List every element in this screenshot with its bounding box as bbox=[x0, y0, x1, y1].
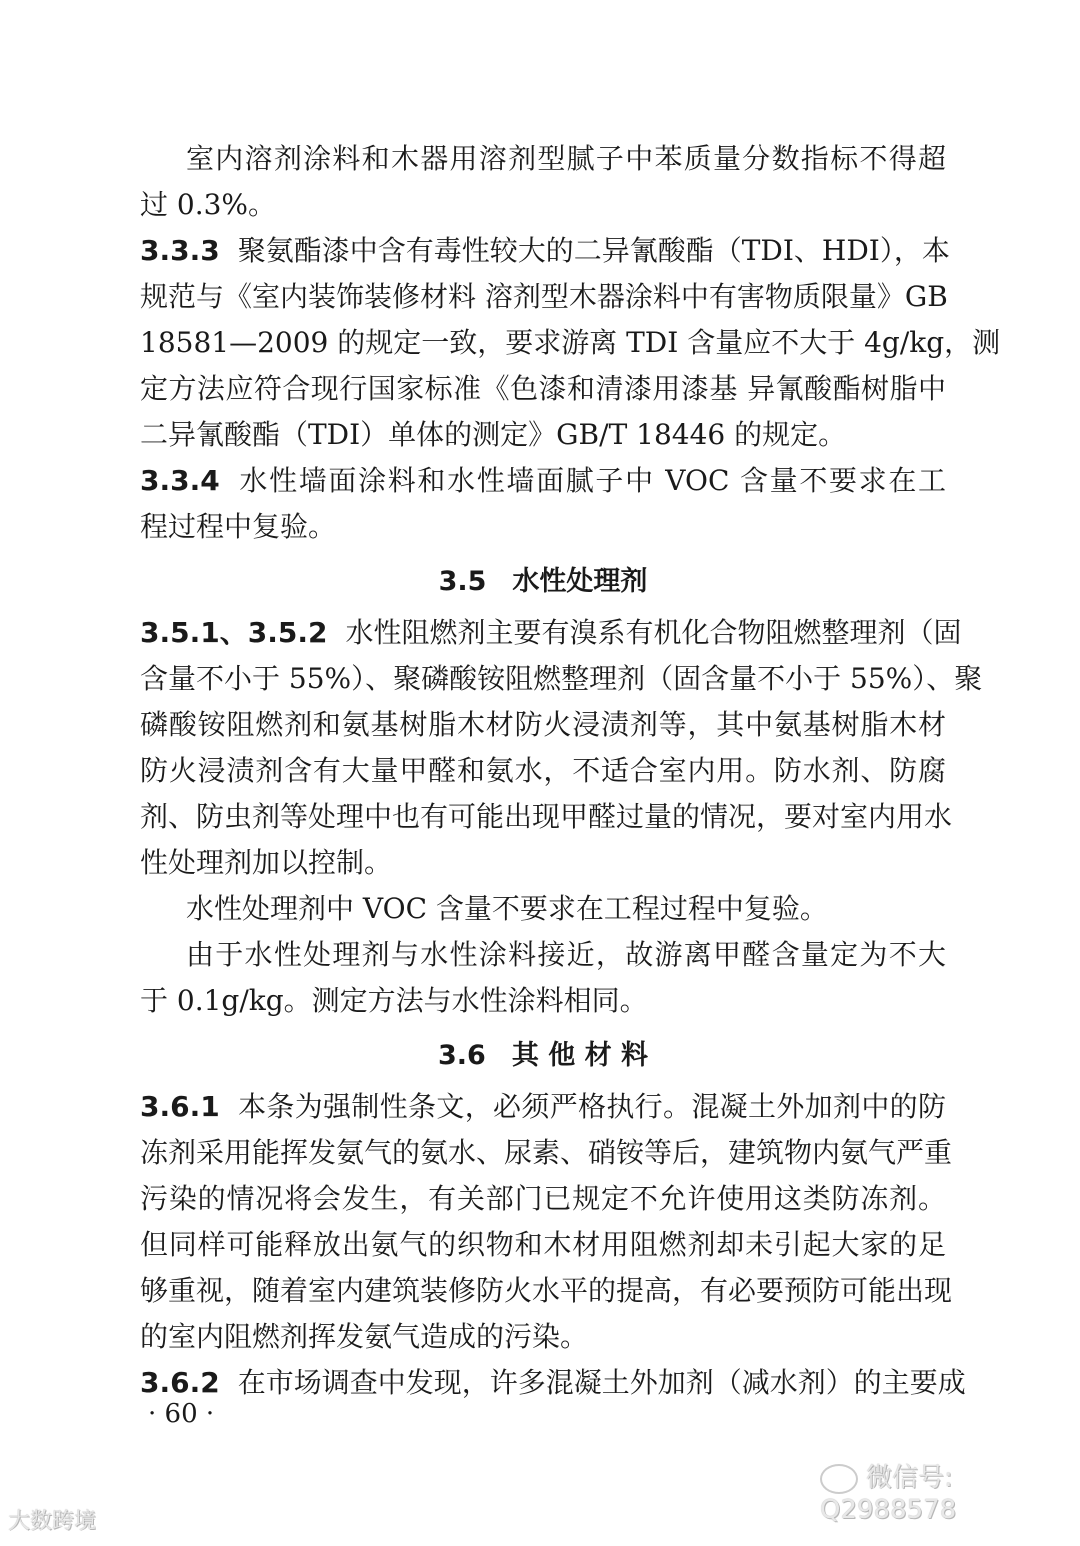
section-title: 水性处理剂 bbox=[512, 566, 648, 597]
text-line: 磷酸铵阻燃剂和氨基树脂木材防火浸渍剂等，其中氨基树脂木材 bbox=[140, 708, 946, 741]
clause-number: 3.5.1、3.5.2 bbox=[140, 616, 328, 649]
clause-3-3-4 bbox=[140, 458, 946, 504]
text-line: 程过程中复验。 bbox=[140, 510, 337, 543]
text-line: 室内溶剂涂料和木器用溶剂型腻子中苯质量分数指标不得超 bbox=[186, 142, 946, 175]
wechat-watermark bbox=[820, 1462, 1080, 1526]
text-line: 剂、防虫剂等处理中也有可能出现甲醛过量的情况，要对室内用水 bbox=[140, 800, 953, 833]
section-heading-3-6 bbox=[140, 1024, 946, 1084]
text-line: 由于水性处理剂与水性涂料接近，故游离甲醛含量定为不大 bbox=[186, 938, 946, 971]
text-line: 规范与《室内装饰装修材料 溶剂型木器涂料中有害物质限量》GB bbox=[140, 280, 948, 313]
text-line: 冻剂采用能挥发氨气的氨水、尿素、硝铵等后，建筑物内氨气严重 bbox=[140, 1136, 953, 1169]
text-line: 在市场调查中发现，许多混凝土外加剂（减水剂）的主要成 bbox=[237, 1366, 966, 1399]
text-line: 水性处理剂中 VOC 含量不要求在工程过程中复验。 bbox=[186, 892, 828, 925]
text-line: 够重视，随着室内建筑装修防火水平的提高，有必要预防可能出现 bbox=[140, 1274, 953, 1307]
text-line: 的室内阻燃剂挥发氨气造成的污染。 bbox=[140, 1320, 589, 1353]
clause-number: 3.6.1 bbox=[140, 1090, 220, 1123]
clause-3-5-1 bbox=[140, 610, 962, 656]
section-number: 3.6 bbox=[437, 1040, 486, 1071]
text-line: 水性阻燃剂主要有溴系有机化合物阻燃整理剂（固 bbox=[345, 616, 962, 649]
text-line: 本条为强制性条文，必须严格执行。混凝土外加剂中的防 bbox=[237, 1090, 946, 1123]
clause-3-3-3 bbox=[140, 228, 950, 274]
text-line: 二异氰酸酯（TDI）单体的测定》GB/T 18446 的规定。 bbox=[140, 418, 847, 451]
text-line: 于 0.1g/kg。测定方法与水性涂料相同。 bbox=[140, 984, 648, 1017]
clause-3-6-2 bbox=[140, 1360, 966, 1406]
text-line: 水性墙面涂料和水性墙面腻子中 VOC 含量不要求在工 bbox=[237, 464, 946, 497]
text-line: 防火浸渍剂含有大量甲醛和氨水，不适合室内用。防水剂、防腐 bbox=[140, 754, 946, 787]
clause-number: 3.3.3 bbox=[140, 234, 220, 267]
text-line: 污染的情况将会发生，有关部门已规定不允许使用这类防冻剂。 bbox=[140, 1182, 946, 1215]
brand-watermark: 大数跨境 bbox=[8, 1509, 97, 1534]
text-line: 聚氨酯漆中含有毒性较大的二异氰酸酯（TDI、HDI），本 bbox=[237, 234, 950, 267]
clause-number: 3.3.4 bbox=[140, 464, 220, 497]
text-line: 性处理剂加以控制。 bbox=[140, 846, 393, 879]
text-line: 过 0.3%。 bbox=[140, 188, 277, 221]
clause-number: 3.6.2 bbox=[140, 1366, 220, 1399]
clause-3-6-1 bbox=[140, 1084, 946, 1130]
section-heading-3-5 bbox=[140, 550, 946, 610]
wechat-icon bbox=[820, 1464, 858, 1494]
text-line: 含量不小于 55%）、聚磷酸铵阻燃整理剂（固含量不小于 55%）、聚 bbox=[140, 662, 983, 695]
section-number: 3.5 bbox=[438, 566, 487, 597]
text-line: 18581—2009 的规定一致，要求游离 TDI 含量应不大于 4g/kg，测 bbox=[140, 326, 1001, 359]
section-title: 其 他 材 料 bbox=[511, 1040, 649, 1071]
page-number: · 60 · bbox=[148, 1399, 215, 1429]
text-line: 定方法应符合现行国家标准《色漆和清漆用漆基 异氰酸酯树脂中 bbox=[140, 372, 946, 405]
text-line: 但同样可能释放出氨气的织物和木材用阻燃剂却未引起大家的足 bbox=[140, 1228, 946, 1261]
document-page bbox=[140, 136, 1001, 1406]
watermark-text: 微信号: Q2988578 bbox=[820, 1463, 957, 1525]
